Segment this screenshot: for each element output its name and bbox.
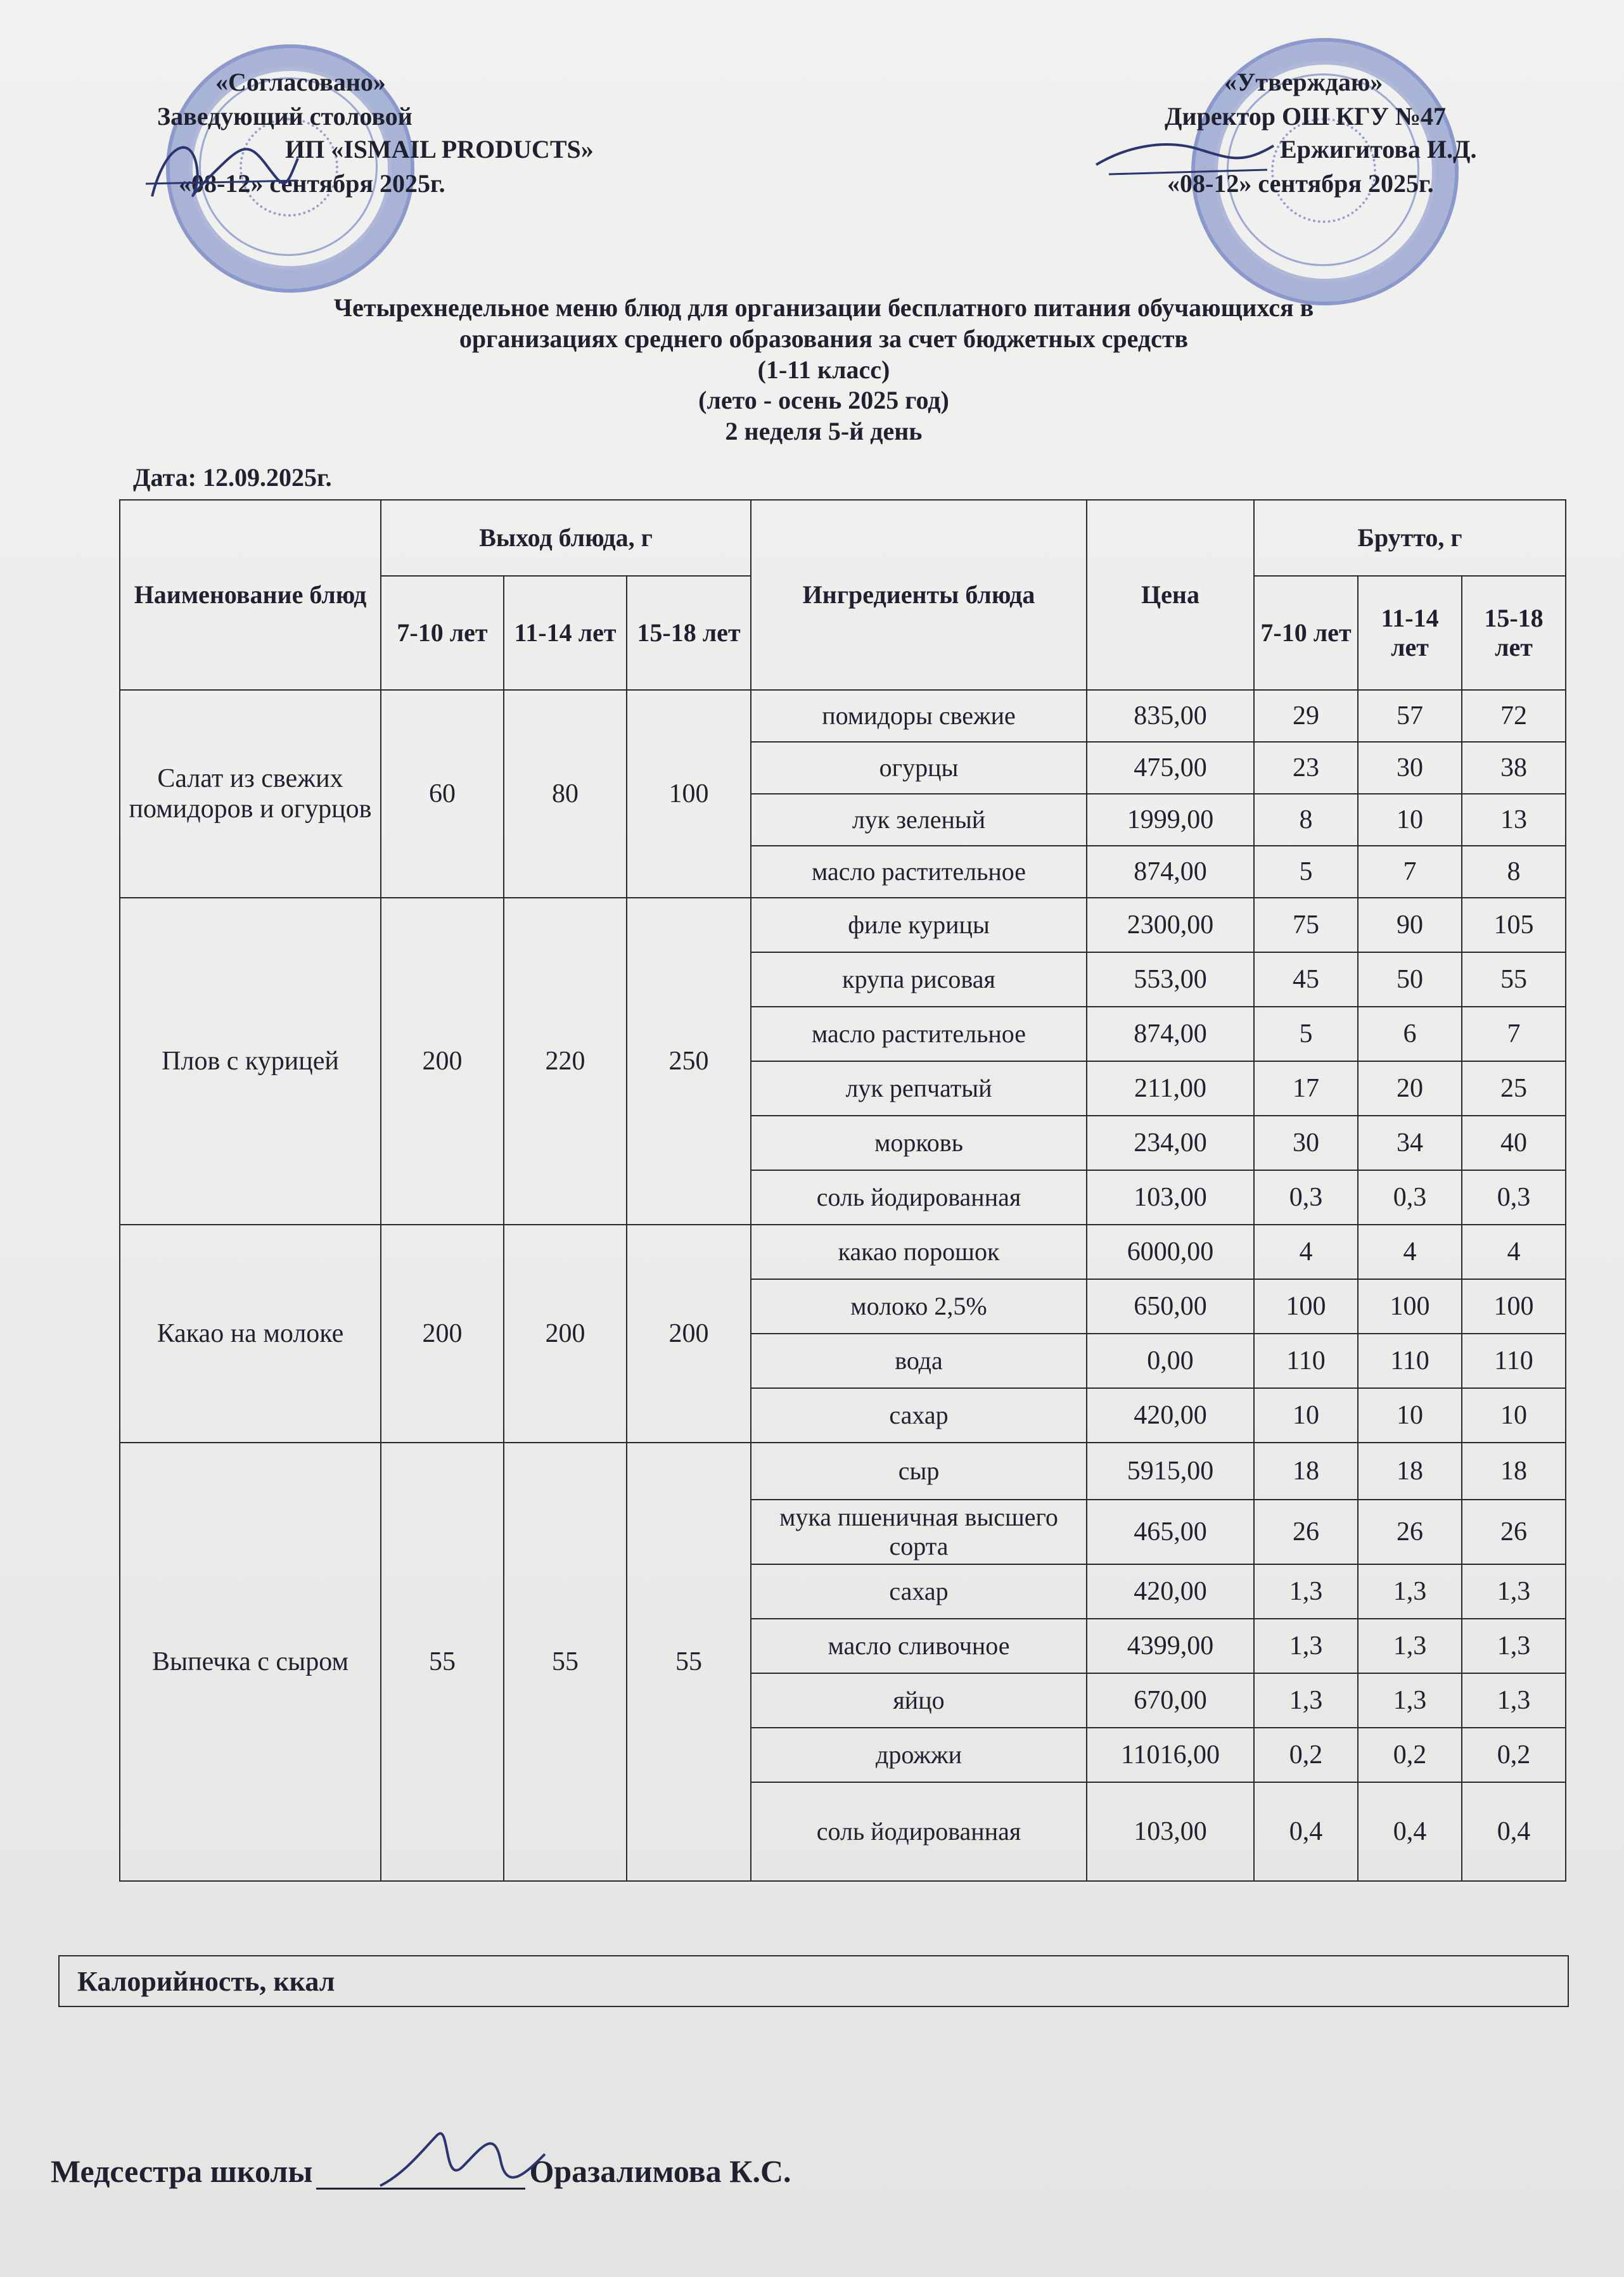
ingredient-gross: 0,4 [1462,1782,1566,1881]
ingredient-price: 2300,00 [1087,898,1254,952]
right-signature [1090,120,1280,184]
ingredient-gross: 105 [1462,898,1566,952]
menu-body [120,690,1566,1881]
ingredient-name: сахар [751,1564,1087,1619]
ingredient-gross: 23 [1254,742,1358,794]
left-signature [139,120,304,215]
ingredient-gross: 18 [1462,1443,1566,1500]
ingredient-name: сыр [751,1443,1087,1500]
ingredient-name: соль йодированная [751,1782,1087,1881]
ingredient-name: крупа рисовая [751,952,1087,1007]
ingredient-gross: 34 [1358,1116,1462,1170]
ingredient-gross: 0,3 [1462,1170,1566,1225]
ingredient-price: 234,00 [1087,1116,1254,1170]
ingredient-gross: 1,3 [1358,1564,1462,1619]
ingredient-price: 103,00 [1087,1170,1254,1225]
ingredient-price: 11016,00 [1087,1728,1254,1782]
ingredient-name: соль йодированная [751,1170,1087,1225]
ingredient-price: 465,00 [1087,1500,1254,1564]
ingredient-price: 420,00 [1087,1388,1254,1443]
ingredient-gross: 1,3 [1358,1673,1462,1728]
ingredient-row [120,898,1566,952]
menu-table [119,499,1566,1882]
ingredient-gross: 0,4 [1358,1782,1462,1881]
ingredient-gross: 72 [1462,690,1566,742]
ingredient-gross: 0,2 [1358,1728,1462,1782]
ingredient-gross: 30 [1358,742,1462,794]
approval-right-title: «Утверждаю» [1224,68,1383,96]
ingredient-name: филе курицы [751,898,1087,952]
ingredient-price: 670,00 [1087,1673,1254,1728]
ingredient-name: лук репчатый [751,1061,1087,1116]
dish-yield: 220 [504,898,627,1225]
ingredient-gross: 110 [1358,1334,1462,1388]
header-gross: Брутто, г [1254,500,1566,576]
ingredient-gross: 4 [1462,1225,1566,1279]
header-yield: Выход блюда, г [381,500,751,576]
ingredient-gross: 18 [1358,1443,1462,1500]
menu-date: Дата: 12.09.2025г. [133,463,332,492]
ingredient-gross: 18 [1254,1443,1358,1500]
ingredient-price: 874,00 [1087,1007,1254,1061]
ingredient-name: масло сливочное [751,1619,1087,1673]
ingredient-name: какао порошок [751,1225,1087,1279]
ingredient-name: дрожжи [751,1728,1087,1782]
dish-yield: 250 [627,898,751,1225]
ingredient-gross: 55 [1462,952,1566,1007]
header-gross-age-15-18: 15-18 лет [1462,576,1566,690]
ingredient-gross: 1,3 [1254,1619,1358,1673]
ingredient-price: 5915,00 [1087,1443,1254,1500]
approval-left-role: Заведующий столовой [157,102,412,131]
ingredient-price: 211,00 [1087,1061,1254,1116]
ingredient-gross: 10 [1358,1388,1462,1443]
dish-name: Выпечка с сыром [120,1443,381,1881]
ingredient-gross: 0,3 [1254,1170,1358,1225]
header-dish: Наименование блюд [120,500,381,690]
ingredient-price: 650,00 [1087,1279,1254,1334]
ingredient-gross: 17 [1254,1061,1358,1116]
nurse-signature [374,2110,551,2205]
ingredient-name: масло растительное [751,846,1087,898]
ingredient-gross: 4 [1254,1225,1358,1279]
ingredient-gross: 100 [1358,1279,1462,1334]
ingredient-name: вода [751,1334,1087,1388]
ingredient-name: помидоры свежие [751,690,1087,742]
ingredient-gross: 8 [1462,846,1566,898]
ingredient-gross: 5 [1254,1007,1358,1061]
ingredient-price: 553,00 [1087,952,1254,1007]
ingredient-name: сахар [751,1388,1087,1443]
ingredient-gross: 10 [1358,794,1462,846]
ingredient-name: масло растительное [751,1007,1087,1061]
header-price: Цена [1087,500,1254,690]
ingredient-gross: 10 [1462,1388,1566,1443]
header-yield-age-11-14: 11-14 лет [504,576,627,690]
dish-yield: 200 [381,1225,504,1443]
ingredient-gross: 1,3 [1254,1564,1358,1619]
ingredient-price: 6000,00 [1087,1225,1254,1279]
header-yield-age-15-18: 15-18 лет [627,576,751,690]
ingredient-row [120,690,1566,742]
ingredient-name: лук зеленый [751,794,1087,846]
ingredient-name: огурцы [751,742,1087,794]
ingredient-price: 1999,00 [1087,794,1254,846]
ingredient-gross: 90 [1358,898,1462,952]
dish-yield: 55 [504,1443,627,1881]
ingredient-name: молоко 2,5% [751,1279,1087,1334]
ingredient-gross: 1,3 [1462,1564,1566,1619]
ingredient-gross: 26 [1254,1500,1358,1564]
ingredient-gross: 110 [1254,1334,1358,1388]
ingredient-gross: 57 [1358,690,1462,742]
dish-name: Какао на молоке [120,1225,381,1443]
dish-yield: 55 [627,1443,751,1881]
calories-row [58,1955,1569,2007]
ingredient-gross: 26 [1462,1500,1566,1564]
dish-yield: 200 [627,1225,751,1443]
ingredient-gross: 50 [1358,952,1462,1007]
header-ingredients: Ингредиенты блюда [751,500,1087,690]
approval-left-title: «Согласовано» [215,68,386,96]
ingredient-gross: 75 [1254,898,1358,952]
dish-name: Салат из свежих помидоров и огурцов [120,690,381,898]
ingredient-gross: 7 [1358,846,1462,898]
approval-right-name: Ержигитова И.Д. [1280,135,1477,163]
header-gross-age-11-14: 11-14 лет [1358,576,1462,690]
ingredient-gross: 100 [1254,1279,1358,1334]
dish-yield: 100 [627,690,751,898]
dish-yield: 80 [504,690,627,898]
approval-left-org: ИП «ISMAIL PRODUCTS» [285,135,594,163]
dish-name: Плов с курицей [120,898,381,1225]
ingredient-price: 475,00 [1087,742,1254,794]
ingredient-gross: 10 [1254,1388,1358,1443]
ingredient-gross: 45 [1254,952,1358,1007]
ingredient-gross: 5 [1254,846,1358,898]
dish-yield: 60 [381,690,504,898]
ingredient-gross: 26 [1358,1500,1462,1564]
ingredient-gross: 1,3 [1358,1619,1462,1673]
ingredient-gross: 0,4 [1254,1782,1358,1881]
ingredient-gross: 0,3 [1358,1170,1462,1225]
ingredient-gross: 1,3 [1254,1673,1358,1728]
header-yield-age-7-10: 7-10 лет [381,576,504,690]
ingredient-gross: 4 [1358,1225,1462,1279]
ingredient-gross: 8 [1254,794,1358,846]
ingredient-gross: 13 [1462,794,1566,846]
approval-right-date: «08-12» сентября 2025г. [1167,169,1434,198]
dish-yield: 200 [504,1225,627,1443]
footer-name: Оразалимова К.С. [529,2153,791,2189]
ingredient-gross: 25 [1462,1061,1566,1116]
approval-right-role: Директор ОШ КГУ №47 [1165,102,1447,131]
ingredient-name: яйцо [751,1673,1087,1728]
ingredient-gross: 29 [1254,690,1358,742]
ingredient-gross: 7 [1462,1007,1566,1061]
ingredient-gross: 0,2 [1462,1728,1566,1782]
ingredient-price: 4399,00 [1087,1619,1254,1673]
ingredient-gross: 40 [1462,1116,1566,1170]
ingredient-gross: 110 [1462,1334,1566,1388]
approval-left-date: «08-12» сентября 2025г. [179,169,445,198]
ingredient-gross: 20 [1358,1061,1462,1116]
ingredient-price: 0,00 [1087,1334,1254,1388]
dish-yield: 200 [381,898,504,1225]
ingredient-gross: 38 [1462,742,1566,794]
ingredient-gross: 100 [1462,1279,1566,1334]
ingredient-price: 874,00 [1087,846,1254,898]
ingredient-gross: 30 [1254,1116,1358,1170]
header-gross-age-7-10: 7-10 лет [1254,576,1358,690]
ingredient-row [120,1443,1566,1500]
dish-yield: 55 [381,1443,504,1881]
document-title: Четырехнедельное меню блюд для организации бесплатного питания обучающихся в организациях среднего образования за счет бюджетных средств (1-11 класс) (лето - осень 2025 год) 2 неделя 5-й день [333,293,1314,446]
ingredient-price: 835,00 [1087,690,1254,742]
ingredient-gross: 1,3 [1462,1673,1566,1728]
ingredient-row [120,1225,1566,1279]
footer-role: Медсестра школы [51,2153,313,2189]
ingredient-name: морковь [751,1116,1087,1170]
calories-label: Калорийность, ккал [77,1966,335,1997]
ingredient-name: мука пшеничная высшего сорта [751,1500,1087,1564]
ingredient-gross: 1,3 [1462,1619,1566,1673]
ingredient-price: 420,00 [1087,1564,1254,1619]
ingredient-gross: 0,2 [1254,1728,1358,1782]
ingredient-price: 103,00 [1087,1782,1254,1881]
ingredient-gross: 6 [1358,1007,1462,1061]
